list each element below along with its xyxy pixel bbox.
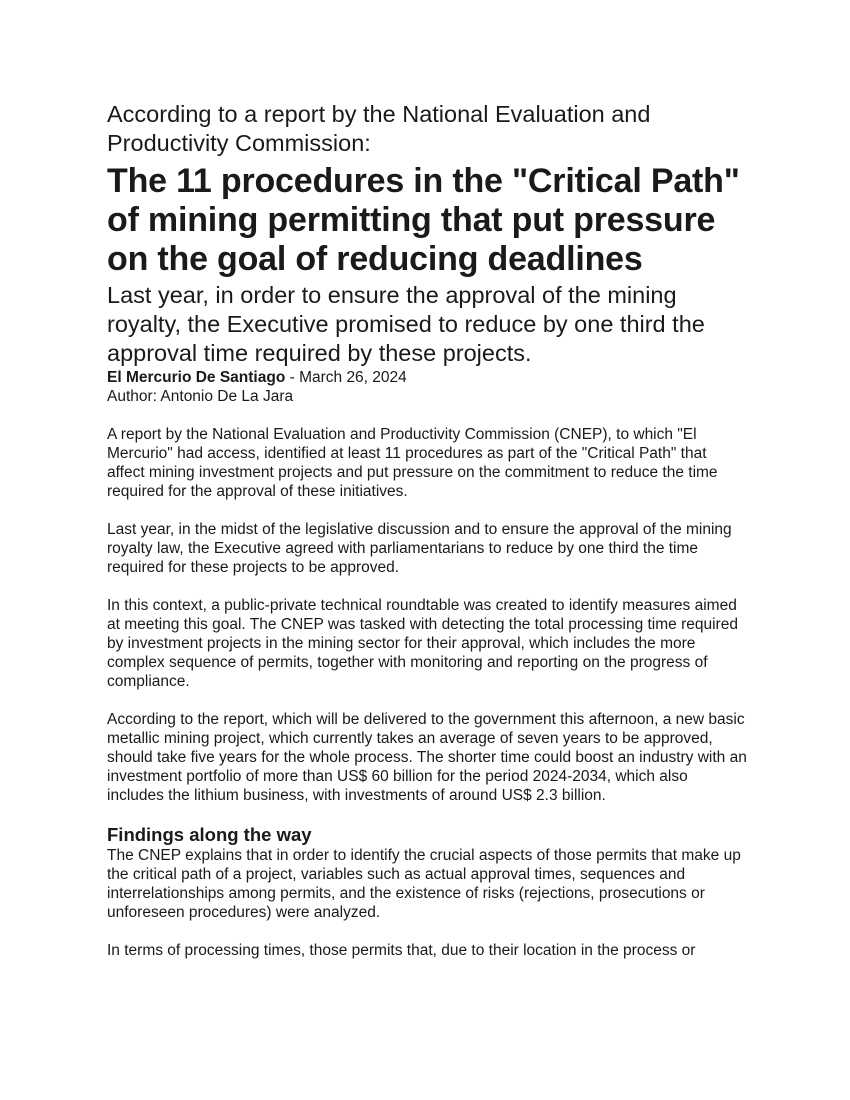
paragraph: The CNEP explains that in order to identify the crucial aspects of those permits that make up the critical path of a project, variables such as actual approval times, sequences and interrelationships among permits, and the existence of risks (rejections, prosecutions or unforeseen procedures) were analyzed.	[107, 847, 741, 921]
paragraph: A report by the National Evaluation and Productivity Commission (CNEP), to which "El Mercurio" had access, identified at least 11 procedures as part of the "Critical Path" that affect mining investment projects and put pressure on the commitment to reduce the time required for the approval of these initiatives.	[107, 426, 718, 500]
article-headline: The 11 procedures in the "Critical Path" of mining permitting that put pressure on the goal of reducing deadlines	[107, 162, 740, 278]
article-kicker: According to a report by the National Evaluation and Productivity Commission:	[107, 101, 651, 156]
paragraph: According to the report, which will be delivered to the government this afternoon, a new basic metallic mining project, which currently takes an average of seven years to be approved, should take five years for the whole process. The shorter time could boost an industry with an investment portfolio of more than US$ 60 billion for the period 2024-2034, which also includes the lithium business, with investments of around US$ 2.3 billion.	[107, 711, 747, 804]
publication-date: - March 26, 2024	[285, 369, 407, 386]
publication-source: El Mercurio De Santiago	[107, 369, 286, 386]
article	[107, 100, 747, 979]
article-author: Author: Antonio De La Jara	[107, 388, 294, 405]
byline	[107, 368, 747, 387]
paragraph: In terms of processing times, those permits that, due to their location in the process or	[107, 942, 696, 959]
paragraph: Last year, in the midst of the legislative discussion and to ensure the approval of the mining royalty law, the Executive agreed with parliamentarians to reduce by one third the time required for these projects to be approved.	[107, 521, 732, 576]
article-subtitle: Last year, in order to ensure the approval of the mining royalty, the Executive promised to reduce by one third the approval time required by these projects.	[107, 282, 705, 366]
paragraph: In this context, a public-private technical roundtable was created to identify measures aimed at meeting this goal. The CNEP was tasked with detecting the total processing time required by investment projects in the mining sector for their approval, which includes the more complex sequence of permits, together with monitoring and reporting on the progress of compliance.	[107, 597, 738, 690]
section-heading: Findings along the way	[107, 824, 312, 845]
